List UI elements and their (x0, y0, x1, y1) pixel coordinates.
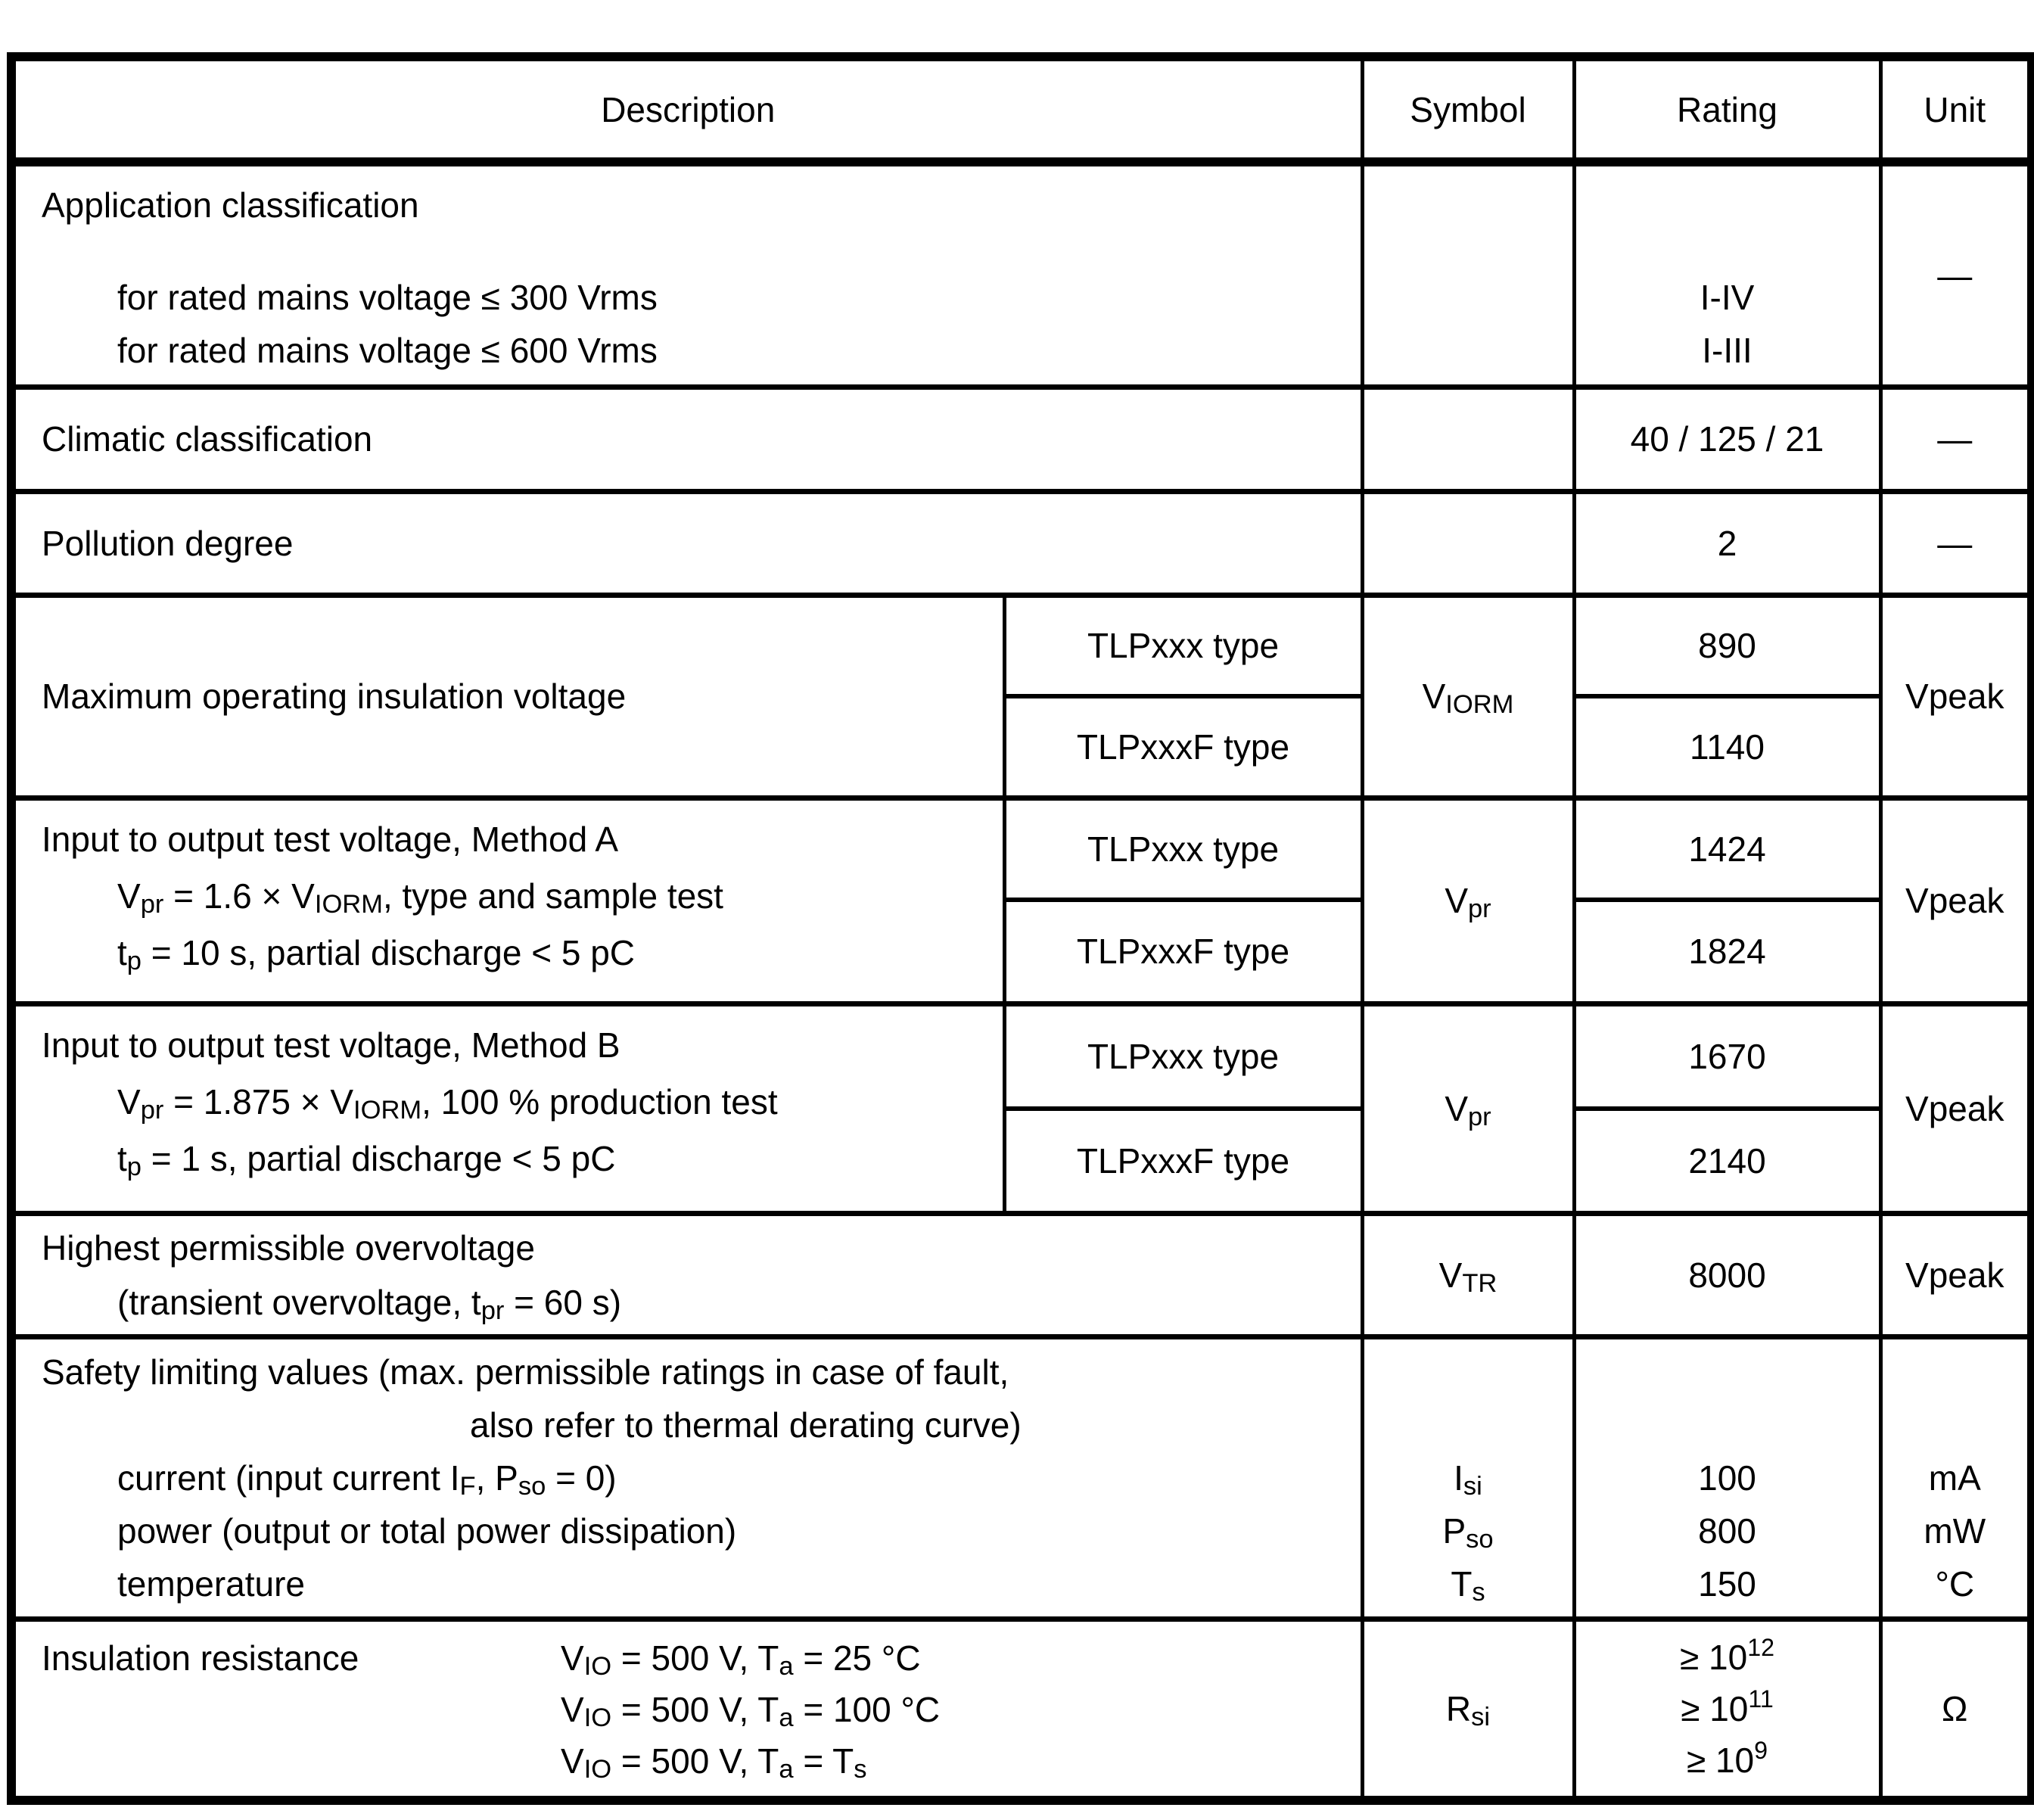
methodA-type2-cell: TLPxxxF type (1004, 900, 1362, 1003)
header-label: Description (601, 89, 776, 129)
climatic-unit-cell: — (1880, 387, 2032, 491)
safety-description-cell (11, 1336, 1362, 1619)
methodB-line2: $V_{pr} = 1.875 \times V_{IORM}$, 100 % production test (117, 1081, 778, 1125)
insulation-description-cell (11, 1619, 1362, 1800)
application-condition-300: for rated mains voltage ≤ 300 Vrms (117, 278, 658, 317)
insulation-rating-cell (1574, 1619, 1880, 1800)
safety-symbol-ts: $T_s$ (1451, 1563, 1485, 1607)
safety-symbol-pso: $P_{so}$ (1442, 1510, 1494, 1554)
safety-unit-power: mW (1924, 1510, 1986, 1551)
application-symbol-cell (1362, 162, 1574, 387)
methodA-line3: $t_p = 10$ s, partial discharge < 5 pC (117, 932, 636, 975)
row-application-classification (11, 162, 2032, 387)
column-header-unit (1880, 57, 2032, 162)
climatic-title: Climatic classification (42, 419, 373, 459)
safety-rating-cell (1574, 1336, 1880, 1619)
viorm-rating2-cell: 1140 (1574, 696, 1880, 798)
methodB-description-cell (11, 1003, 1004, 1213)
safety-unit-temperature: °C (1935, 1563, 1975, 1604)
row-climatic-classification (11, 387, 2032, 491)
safety-item-temperature: temperature (117, 1563, 306, 1604)
safety-unit-current: mA (1928, 1458, 1981, 1498)
header-label: Rating (1677, 89, 1777, 129)
viorm-unit-cell: Vpeak (1880, 595, 2032, 798)
methodA-line2: $V_{pr} = 1.6 \times V_{IORM}$, type and sample test (117, 876, 723, 919)
viorm-type2-cell: TLPxxxF type (1004, 696, 1362, 798)
application-description-cell (11, 162, 1362, 387)
climatic-rating-cell: 40 / 125 / 21 (1574, 387, 1880, 491)
viorm-type1-cell: TLPxxx type (1004, 595, 1362, 696)
methodB-rating1-cell: 1670 (1574, 1003, 1880, 1109)
row-safety-limiting-values (11, 1336, 2032, 1619)
viorm-rating1-cell: 890 (1574, 595, 1880, 696)
methodB-line3: $t_p = 1$ s, partial discharge < 5 pC (117, 1138, 616, 1181)
column-header-description (11, 57, 1362, 162)
insulation-condition-ts: $V_{IO} = 500$ V, $T_a = T_s$ (561, 1741, 867, 1784)
climatic-description-cell (11, 387, 1362, 491)
pollution-title: Pollution degree (42, 523, 294, 563)
insulation-rating-100c: ≥ $10^{11}$ (1681, 1685, 1774, 1728)
overvoltage-description-cell (11, 1213, 1362, 1336)
overvoltage-symbol-cell: $V_{TR}$ (1362, 1213, 1574, 1336)
row-overvoltage (11, 1213, 2032, 1336)
methodB-rating2-cell: 2140 (1574, 1109, 1880, 1213)
methodA-description-cell (11, 798, 1004, 1003)
safety-ratings-table (7, 52, 2034, 1805)
methodB-unit-cell: Vpeak (1880, 1003, 2032, 1213)
insulation-symbol-cell: $R_{si}$ (1362, 1619, 1574, 1800)
safety-symbol-isi: $I_{si}$ (1454, 1458, 1482, 1501)
pollution-rating-cell: 2 (1574, 491, 1880, 595)
application-unit-cell: — (1880, 162, 2032, 387)
methodB-symbol-cell: $V_{pr}$ (1362, 1003, 1574, 1213)
application-title: Application classification (42, 185, 419, 225)
safety-line1: Safety limiting values (max. permissible ratings in case of fault, (42, 1352, 1009, 1392)
header-row (11, 57, 2032, 162)
safety-line2: also refer to thermal derating curve) (470, 1405, 1022, 1445)
methodA-type1-cell: TLPxxx type (1004, 798, 1362, 900)
application-rating-cell (1574, 162, 1880, 387)
overvoltage-line2: (transient overvoltage, $t_{pr} = 60$ s) (117, 1282, 622, 1325)
methodB-type1-cell: TLPxxx type (1004, 1003, 1362, 1109)
row-viorm-tlpxxx (11, 595, 2032, 696)
safety-rating-current: 100 (1698, 1458, 1756, 1498)
column-header-symbol (1362, 57, 1574, 162)
viorm-description-cell (11, 595, 1004, 798)
safety-item-power: power (output or total power dissipation) (117, 1510, 737, 1551)
spacer (42, 232, 1361, 271)
insulation-rating-25c: ≥ $10^{12}$ (1679, 1634, 1774, 1677)
header-label: Unit (1924, 89, 1986, 129)
methodA-unit-cell: Vpeak (1880, 798, 2032, 1003)
methodA-rating2-cell: 1824 (1574, 900, 1880, 1003)
header-label: Symbol (1410, 89, 1526, 129)
safety-symbol-cell (1362, 1336, 1574, 1619)
application-rating-600: I-III (1702, 331, 1753, 370)
methodA-line1: Input to output test voltage, Method A (42, 819, 619, 859)
methodB-line1: Input to output test voltage, Method B (42, 1025, 620, 1065)
insulation-title: Insulation resistance (42, 1638, 359, 1678)
insulation-rating-ts: ≥ $10^9$ (1686, 1737, 1768, 1780)
insulation-condition-25c: $V_{IO} = 500$ V, $T_a = 25$ °C (561, 1638, 921, 1681)
overvoltage-unit-cell: Vpeak (1880, 1213, 2032, 1336)
insulation-unit-cell: Ω (1880, 1619, 2032, 1800)
row-insulation-resistance (11, 1619, 2032, 1800)
pollution-symbol-cell (1362, 491, 1574, 595)
methodB-type2-cell: TLPxxxF type (1004, 1109, 1362, 1213)
row-pollution-degree (11, 491, 2032, 595)
row-methodA-tlpxxx (11, 798, 2032, 900)
viorm-symbol-cell: $V_{IORM}$ (1362, 595, 1574, 798)
application-condition-600: for rated mains voltage ≤ 600 Vrms (117, 331, 658, 370)
safety-unit-cell (1880, 1336, 2032, 1619)
overvoltage-line1: Highest permissible overvoltage (42, 1227, 535, 1268)
overvoltage-rating-cell: 8000 (1574, 1213, 1880, 1336)
viorm-title: Maximum operating insulation voltage (42, 677, 627, 716)
methodA-rating1-cell: 1424 (1574, 798, 1880, 900)
safety-rating-power: 800 (1698, 1510, 1756, 1551)
insulation-condition-100c: $V_{IO} = 500$ V, $T_a = 100$ °C (561, 1689, 941, 1732)
row-methodB-tlpxxx (11, 1003, 2032, 1109)
safety-item-current: current (input current $I_F$, $P_{so} = 0$) (117, 1458, 617, 1501)
application-rating-300: I-IV (1700, 278, 1755, 317)
climatic-symbol-cell (1362, 387, 1574, 491)
safety-rating-temperature: 150 (1698, 1563, 1756, 1604)
methodA-symbol-cell: $V_{pr}$ (1362, 798, 1574, 1003)
pollution-description-cell (11, 491, 1362, 595)
column-header-rating (1574, 57, 1880, 162)
pollution-unit-cell: — (1880, 491, 2032, 595)
